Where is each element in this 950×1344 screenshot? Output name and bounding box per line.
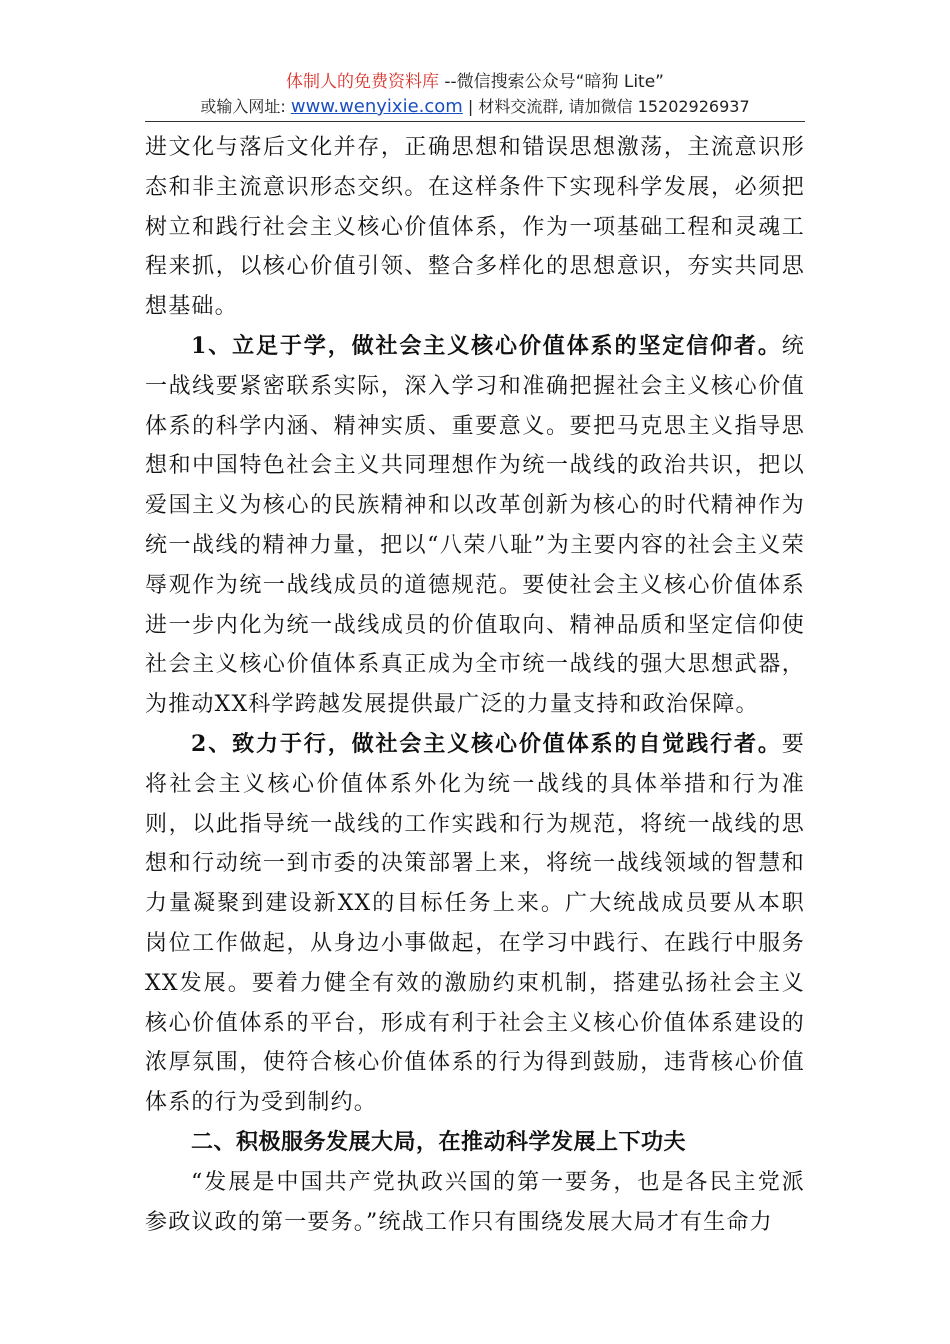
paragraph-section-2: “发展是中国共产党执政兴国的第一要务，也是各民主党派参政议政的第一要务。”统战工作只有围绕发展大局才有生命力	[145, 1169, 805, 1235]
paragraph-point-1	[145, 327, 805, 725]
point-2-heading: 2、致力于行，做社会主义核心价值体系的自觉践行者。	[191, 730, 782, 757]
header-contact: | 材料交流群, 请加微信 15202926937	[462, 97, 750, 116]
point-1-heading: 1、立足于学，做社会主义核心价值体系的坚定信仰者。	[191, 332, 782, 359]
header-tagline: --微信搜索公众号“暗狗 Lite”	[438, 72, 664, 92]
header-url-prefix: 或输入网址:	[200, 97, 291, 116]
header-url-link[interactable]: www.wenyixie.com	[290, 96, 463, 117]
page-header-line1	[145, 70, 805, 94]
paragraph-point-2	[145, 725, 805, 1123]
document-body	[145, 128, 805, 1242]
section-heading-2: 二、积极服务发展大局，在推动科学发展上下功夫	[191, 1129, 687, 1155]
paragraph-continued: 进文化与落后文化并存，正确思想和错误思想激荡，主流意识形态和非主流意识形态交织。在这样条件下实现科学发展，必须把树立和践行社会主义核心价值体系，作为一项基础工程和灵魂工程来抓，以核心价值引领、整合多样化的思想意识，夯实共同思想基础。	[145, 135, 805, 320]
header-brand: 体制人的免费资料库	[285, 72, 439, 92]
point-1-text: 统一战线要紧密联系实际，深入学习和准确把握社会主义核心价值体系的科学内涵、精神实质、重要意义。要把马克思主义指导思想和中国特色社会主义共同理想作为统一战线的政治共识，把以爱国主义为核心的民族精神和以改革创新为核心的时代精神作为统一战线的精神力量，把以“八荣八耻”为主要内容的社会主义荣辱观作为统一战线成员的道德规范。要使社会主义核心价值体系进一步内化为统一战线成员的价值取向、精神品质和坚定信仰使社会主义核心价值体系真正成为全市统一战线的强大思想武器，为推动XX科学跨越发展提供最广泛的力量支持和政治保障。	[145, 333, 805, 718]
point-2-text: 要将社会主义核心价值体系外化为统一战线的具体举措和行为准则，以此指导统一战线的工作实践和行为规范，将统一战线的思想和行动统一到市委的决策部署上来，将统一战线领域的智慧和力量凝聚到建设新XX的目标任务上来。广大统战成员要从本职岗位工作做起，从身边小事做起，在学习中践行、在践行中服务XX发展。要着力健全有效的激励约束机制，搭建弘扬社会主义核心价值体系的平台，形成有利于社会主义核心价值体系建设的浓厚氛围，使符合核心价值体系的行为得到鼓励，违背核心价值体系的行为受到制约。	[145, 731, 805, 1116]
header-divider	[145, 121, 805, 122]
page-header-line2	[145, 96, 805, 118]
